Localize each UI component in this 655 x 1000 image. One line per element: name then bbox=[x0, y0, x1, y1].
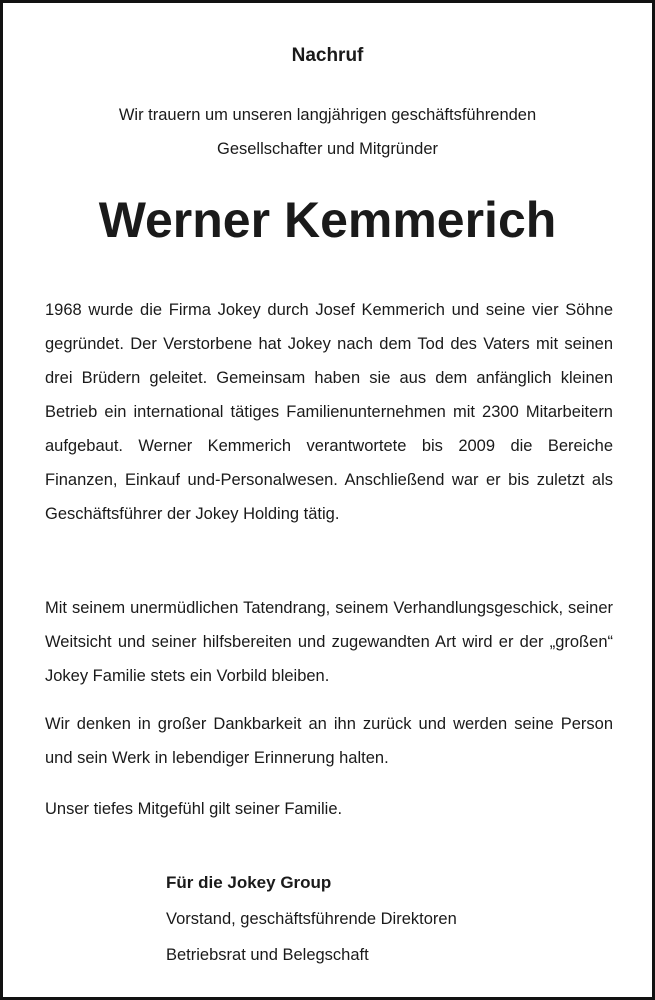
intro-line-1: Wir trauern um unseren langjährigen geschäftsführenden bbox=[118, 106, 537, 124]
signature-line-2: Betriebsrat und Belegschaft bbox=[166, 946, 369, 964]
paragraph-tribute: Mit seinem unermüdlichen Tatendrang, seinem Verhandlungsgeschick, seiner Weitsicht und seiner hilfsbereiten und zugewandten Art wird er der „großen“ Jokey Familie stets ein Vorbild bleiben. bbox=[45, 599, 613, 685]
paragraph-remembrance: Wir denken in großer Dankbarkeit an ihn zurück und werden seine Person und sein Werk in lebendiger Erinnerung halten. bbox=[45, 715, 613, 767]
signature-block bbox=[166, 865, 606, 973]
deceased-name: Werner Kemmerich bbox=[98, 192, 557, 248]
intro-line-2: Gesellschafter und Mitgründer bbox=[216, 140, 439, 158]
paragraph-condolence: Unser tiefes Mitgefühl gilt seiner Familie. bbox=[45, 800, 343, 818]
paragraph-history: 1968 wurde die Firma Jokey durch Josef Kemmerich und seine vier Söhne gegründet. Der Verstorbene hat Jokey nach dem Tod des Vaters mit seinen drei Brüdern geleitet. Gemeinsam haben sie aus dem anfänglich kleinen Betrieb ein international tätiges Familienunternehmen mit 2300 Mitarbeitern aufgebaut. Werner Kemmerich verantwortete bis 2009 die Bereiche Finanzen, Einkauf und-Personalwesen. Anschließend war er bis zuletzt als Geschäftsführer der Jokey Holding tätig. bbox=[45, 301, 613, 523]
signature-title: Für die Jokey Group bbox=[166, 873, 332, 892]
intro-text bbox=[3, 98, 652, 166]
signature-line-1: Vorstand, geschäftsführende Direktoren bbox=[166, 910, 457, 928]
notice-heading: Nachruf bbox=[291, 45, 364, 66]
